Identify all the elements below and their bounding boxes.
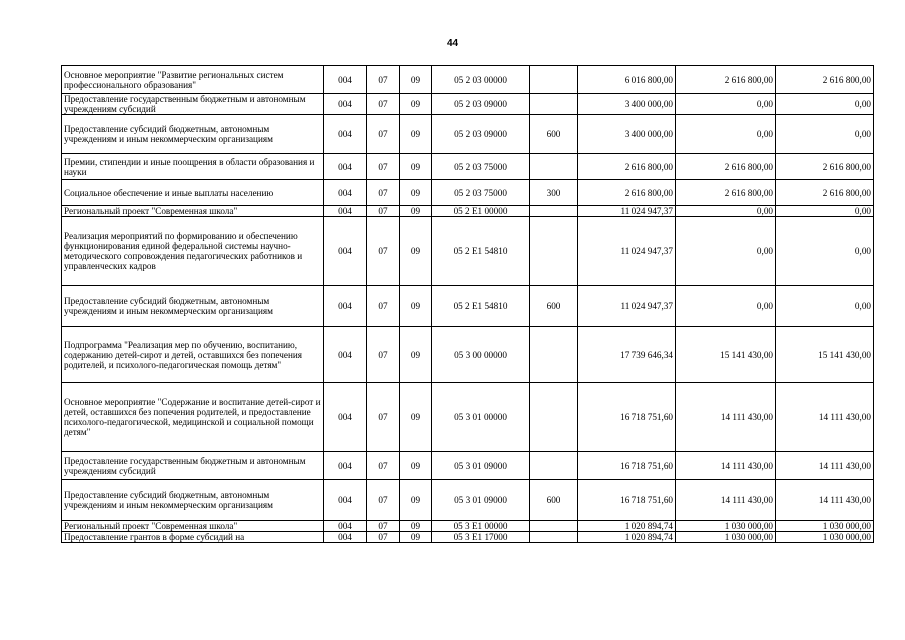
row-target-article-cell: 05 2 03 75000 bbox=[432, 180, 530, 206]
row-expense-type-cell bbox=[530, 532, 578, 543]
row-expense-type-cell bbox=[530, 94, 578, 115]
row-expense-type-cell bbox=[530, 206, 578, 217]
row-section-cell: 07 bbox=[367, 532, 400, 543]
row-sum-year2-cell: 1 030 000,00 bbox=[676, 521, 776, 532]
row-grbs-cell: 004 bbox=[324, 286, 367, 327]
row-sum-year2-cell: 0,00 bbox=[676, 115, 776, 154]
row-sum-year1-cell: 17 739 646,34 bbox=[578, 327, 676, 383]
row-sum-year3-cell: 2 616 800,00 bbox=[776, 154, 874, 180]
row-target-article-cell: 05 2 03 75000 bbox=[432, 154, 530, 180]
row-grbs-cell: 004 bbox=[324, 94, 367, 115]
table-row bbox=[62, 115, 874, 154]
row-sum-year1-cell: 2 616 800,00 bbox=[578, 154, 676, 180]
row-name-cell: Региональный проект "Современная школа" bbox=[62, 521, 324, 532]
row-subsection-cell: 09 bbox=[400, 383, 432, 452]
row-name-cell: Премии, стипендии и иные поощрения в области образования и науки bbox=[62, 154, 324, 180]
row-name-cell: Реализация мероприятий по формированию и обеспечению функционирования единой федеральной системы научно-методического сопровождения педагогических работников и управленческих кадров bbox=[62, 217, 324, 286]
row-name-cell: Подпрограмма "Реализация мер по обучению, воспитанию, содержанию детей-сирот и детей, оставшихся без попечения родителей, и психолого-педагогическая помощь детям" bbox=[62, 327, 324, 383]
row-expense-type-cell bbox=[530, 327, 578, 383]
table-row bbox=[62, 66, 874, 94]
row-sum-year2-cell: 15 141 430,00 bbox=[676, 327, 776, 383]
row-grbs-cell: 004 bbox=[324, 66, 367, 94]
row-sum-year2-cell: 14 111 430,00 bbox=[676, 383, 776, 452]
row-target-article-cell: 05 2 E1 00000 bbox=[432, 206, 530, 217]
row-subsection-cell: 09 bbox=[400, 66, 432, 94]
row-sum-year3-cell: 15 141 430,00 bbox=[776, 327, 874, 383]
row-section-cell: 07 bbox=[367, 452, 400, 480]
table-row bbox=[62, 154, 874, 180]
table-row bbox=[62, 180, 874, 206]
row-sum-year3-cell: 14 111 430,00 bbox=[776, 480, 874, 521]
row-expense-type-cell: 300 bbox=[530, 180, 578, 206]
row-expense-type-cell: 600 bbox=[530, 115, 578, 154]
table-row bbox=[62, 480, 874, 521]
row-section-cell: 07 bbox=[367, 521, 400, 532]
row-subsection-cell: 09 bbox=[400, 115, 432, 154]
row-section-cell: 07 bbox=[367, 66, 400, 94]
row-subsection-cell: 09 bbox=[400, 286, 432, 327]
row-sum-year2-cell: 2 616 800,00 bbox=[676, 154, 776, 180]
row-sum-year1-cell: 16 718 751,60 bbox=[578, 480, 676, 521]
row-expense-type-cell: 600 bbox=[530, 286, 578, 327]
row-sum-year1-cell: 16 718 751,60 bbox=[578, 452, 676, 480]
row-target-article-cell: 05 3 01 09000 bbox=[432, 480, 530, 521]
page-number: 44 bbox=[446, 38, 459, 49]
row-sum-year2-cell: 2 616 800,00 bbox=[676, 66, 776, 94]
row-target-article-cell: 05 2 03 09000 bbox=[432, 115, 530, 154]
row-grbs-cell: 004 bbox=[324, 452, 367, 480]
table-row bbox=[62, 532, 874, 543]
row-section-cell: 07 bbox=[367, 217, 400, 286]
row-sum-year2-cell: 0,00 bbox=[676, 217, 776, 286]
row-grbs-cell: 004 bbox=[324, 180, 367, 206]
row-section-cell: 07 bbox=[367, 286, 400, 327]
row-name-cell: Социальное обеспечение и иные выплаты населению bbox=[62, 180, 324, 206]
row-subsection-cell: 09 bbox=[400, 180, 432, 206]
row-sum-year1-cell: 11 024 947,37 bbox=[578, 217, 676, 286]
row-section-cell: 07 bbox=[367, 480, 400, 521]
row-subsection-cell: 09 bbox=[400, 154, 432, 180]
row-expense-type-cell: 600 bbox=[530, 480, 578, 521]
row-sum-year3-cell: 0,00 bbox=[776, 115, 874, 154]
row-sum-year2-cell: 14 111 430,00 bbox=[676, 480, 776, 521]
row-expense-type-cell bbox=[530, 452, 578, 480]
row-sum-year3-cell: 1 030 000,00 bbox=[776, 521, 874, 532]
row-target-article-cell: 05 3 01 00000 bbox=[432, 383, 530, 452]
row-sum-year2-cell: 1 030 000,00 bbox=[676, 532, 776, 543]
row-name-cell: Предоставление субсидий бюджетным, автономным учреждениям и иным некоммерческим организациям bbox=[62, 286, 324, 327]
row-sum-year2-cell: 14 111 430,00 bbox=[676, 452, 776, 480]
row-sum-year3-cell: 1 030 000,00 bbox=[776, 532, 874, 543]
row-subsection-cell: 09 bbox=[400, 327, 432, 383]
row-section-cell: 07 bbox=[367, 180, 400, 206]
row-grbs-cell: 004 bbox=[324, 480, 367, 521]
row-sum-year3-cell: 0,00 bbox=[776, 217, 874, 286]
table-row bbox=[62, 94, 874, 115]
row-sum-year1-cell: 11 024 947,37 bbox=[578, 286, 676, 327]
row-target-article-cell: 05 2 E1 54810 bbox=[432, 286, 530, 327]
row-sum-year1-cell: 3 400 000,00 bbox=[578, 115, 676, 154]
row-target-article-cell: 05 2 E1 54810 bbox=[432, 217, 530, 286]
row-target-article-cell: 05 3 E1 17000 bbox=[432, 532, 530, 543]
row-subsection-cell: 09 bbox=[400, 521, 432, 532]
table-row bbox=[62, 452, 874, 480]
row-sum-year1-cell: 3 400 000,00 bbox=[578, 94, 676, 115]
row-grbs-cell: 004 bbox=[324, 383, 367, 452]
row-target-article-cell: 05 2 03 00000 bbox=[432, 66, 530, 94]
row-sum-year1-cell: 1 020 894,74 bbox=[578, 532, 676, 543]
row-sum-year2-cell: 0,00 bbox=[676, 206, 776, 217]
row-grbs-cell: 004 bbox=[324, 115, 367, 154]
row-subsection-cell: 09 bbox=[400, 480, 432, 521]
row-section-cell: 07 bbox=[367, 327, 400, 383]
row-expense-type-cell bbox=[530, 217, 578, 286]
row-subsection-cell: 09 bbox=[400, 532, 432, 543]
row-expense-type-cell bbox=[530, 383, 578, 452]
row-target-article-cell: 05 2 03 09000 bbox=[432, 94, 530, 115]
row-subsection-cell: 09 bbox=[400, 452, 432, 480]
row-name-cell: Предоставление субсидий бюджетным, автономным учреждениям и иным некоммерческим организациям bbox=[62, 480, 324, 521]
row-name-cell: Региональный проект "Современная школа" bbox=[62, 206, 324, 217]
row-name-cell: Предоставление государственным бюджетным и автономным учреждениям субсидий bbox=[62, 94, 324, 115]
row-sum-year1-cell: 2 616 800,00 bbox=[578, 180, 676, 206]
row-sum-year1-cell: 11 024 947,37 bbox=[578, 206, 676, 217]
table-row bbox=[62, 327, 874, 383]
row-subsection-cell: 09 bbox=[400, 94, 432, 115]
row-sum-year3-cell: 14 111 430,00 bbox=[776, 383, 874, 452]
row-sum-year1-cell: 16 718 751,60 bbox=[578, 383, 676, 452]
row-subsection-cell: 09 bbox=[400, 206, 432, 217]
row-section-cell: 07 bbox=[367, 383, 400, 452]
row-sum-year1-cell: 1 020 894,74 bbox=[578, 521, 676, 532]
table-body bbox=[62, 66, 874, 543]
row-sum-year2-cell: 2 616 800,00 bbox=[676, 180, 776, 206]
table-row bbox=[62, 521, 874, 532]
row-sum-year3-cell: 0,00 bbox=[776, 94, 874, 115]
table-row bbox=[62, 206, 874, 217]
row-grbs-cell: 004 bbox=[324, 327, 367, 383]
row-sum-year3-cell: 14 111 430,00 bbox=[776, 452, 874, 480]
row-sum-year2-cell: 0,00 bbox=[676, 94, 776, 115]
row-name-cell: Предоставление грантов в форме субсидий на bbox=[62, 532, 324, 543]
row-target-article-cell: 05 3 01 09000 bbox=[432, 452, 530, 480]
row-name-cell: Предоставление субсидий бюджетным, автономным учреждениям и иным некоммерческим организациям bbox=[62, 115, 324, 154]
table-row bbox=[62, 286, 874, 327]
row-target-article-cell: 05 3 E1 00000 bbox=[432, 521, 530, 532]
table-row bbox=[62, 383, 874, 452]
row-grbs-cell: 004 bbox=[324, 521, 367, 532]
row-target-article-cell: 05 3 00 00000 bbox=[432, 327, 530, 383]
row-name-cell: Основное мероприятие "Содержание и воспитание детей-сирот и детей, оставшихся без попечения родителей, и предоставление психолого-педагогической, медицинской и социальной помощи детям" bbox=[62, 383, 324, 452]
row-section-cell: 07 bbox=[367, 154, 400, 180]
row-grbs-cell: 004 bbox=[324, 154, 367, 180]
row-expense-type-cell bbox=[530, 154, 578, 180]
row-section-cell: 07 bbox=[367, 206, 400, 217]
row-sum-year3-cell: 0,00 bbox=[776, 206, 874, 217]
row-subsection-cell: 09 bbox=[400, 217, 432, 286]
row-sum-year3-cell: 0,00 bbox=[776, 286, 874, 327]
row-sum-year2-cell: 0,00 bbox=[676, 286, 776, 327]
row-grbs-cell: 004 bbox=[324, 532, 367, 543]
row-sum-year3-cell: 2 616 800,00 bbox=[776, 180, 874, 206]
row-section-cell: 07 bbox=[367, 94, 400, 115]
row-grbs-cell: 004 bbox=[324, 206, 367, 217]
row-sum-year1-cell: 6 016 800,00 bbox=[578, 66, 676, 94]
row-sum-year3-cell: 2 616 800,00 bbox=[776, 66, 874, 94]
budget-table bbox=[61, 65, 874, 543]
row-expense-type-cell bbox=[530, 521, 578, 532]
row-name-cell: Предоставление государственным бюджетным и автономным учреждениям субсидий bbox=[62, 452, 324, 480]
row-grbs-cell: 004 bbox=[324, 217, 367, 286]
table-row bbox=[62, 217, 874, 286]
row-name-cell: Основное мероприятие "Развитие региональных систем профессионального образования" bbox=[62, 66, 324, 94]
row-expense-type-cell bbox=[530, 66, 578, 94]
row-section-cell: 07 bbox=[367, 115, 400, 154]
